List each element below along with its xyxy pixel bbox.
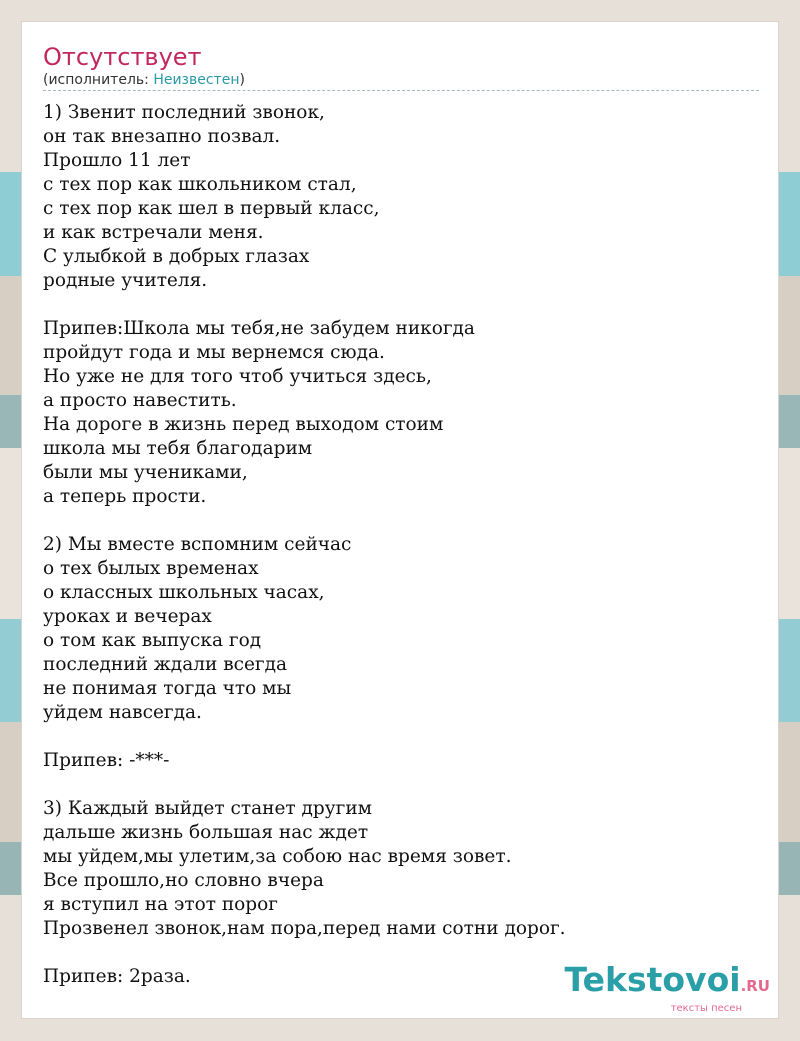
lyric-line: Прозвенел звонок,нам пора,перед нами сотни дорог. bbox=[43, 918, 566, 939]
lyric-line: не понимая тогда что мы bbox=[43, 678, 292, 699]
lyric-line: он так внезапно позвал. bbox=[43, 126, 281, 147]
lyrics-text bbox=[43, 101, 566, 989]
stanza-break bbox=[43, 509, 566, 533]
lyric-line: 3) Каждый выйдет станет другим bbox=[43, 798, 373, 819]
lyric-line: 1) Звенит последний звонок, bbox=[43, 102, 325, 123]
logo-name: Tekstovoi bbox=[564, 960, 741, 999]
stanza-break bbox=[43, 293, 566, 317]
lyric-line: мы уйдем,мы улетим,за собою нас время зовет. bbox=[43, 846, 512, 867]
lyric-line: уйдем навсегда. bbox=[43, 702, 202, 723]
artist-prefix: (исполнитель: bbox=[43, 72, 154, 88]
lyrics-card bbox=[21, 21, 779, 1019]
logo-wordmark bbox=[564, 960, 770, 1003]
lyric-line: уроках и вечерах bbox=[43, 606, 212, 627]
lyric-line: Но уже не для того чтоб учиться здесь, bbox=[43, 366, 432, 387]
song-title: Отсутствует bbox=[43, 43, 202, 71]
lyric-line: а теперь прости. bbox=[43, 486, 207, 507]
logo-tagline: тексты песен bbox=[670, 1003, 742, 1014]
lyric-line: 2) Мы вместе вспомним сейчас bbox=[43, 534, 352, 555]
lyric-line: дальше жизнь большая нас ждет bbox=[43, 822, 369, 843]
lyric-line: с тех пор как школьником стал, bbox=[43, 174, 357, 195]
lyric-line: последний ждали всегда bbox=[43, 654, 288, 675]
lyric-line: Припев: -***- bbox=[43, 750, 170, 771]
lyric-line: с тех пор как шел в первый класс, bbox=[43, 198, 380, 219]
lyric-line: Все прошло,но словно вчера bbox=[43, 870, 324, 891]
artist-link[interactable]: Неизвестен bbox=[153, 72, 240, 88]
lyric-line: С улыбкой в добрых глазах bbox=[43, 246, 310, 267]
stanza-break bbox=[43, 773, 566, 797]
lyric-line: были мы учениками, bbox=[43, 462, 248, 483]
lyric-line: Припев:Школа мы тебя,не забудем никогда bbox=[43, 318, 475, 339]
lyric-line: о том как выпуска год bbox=[43, 630, 262, 651]
lyric-line: Припев: 2раза. bbox=[43, 966, 191, 987]
lyric-line: родные учителя. bbox=[43, 270, 208, 291]
title-divider bbox=[43, 90, 759, 91]
site-logo[interactable] bbox=[564, 960, 770, 1014]
lyric-line: Прошло 11 лет bbox=[43, 150, 191, 171]
lyric-line: я вступил на этот порог bbox=[43, 894, 278, 915]
artist-line bbox=[43, 71, 245, 89]
stanza-break bbox=[43, 725, 566, 749]
lyric-line: о тех былых временах bbox=[43, 558, 259, 579]
logo-tld: .RU bbox=[740, 977, 770, 995]
lyric-line: пройдут года и мы вернемся сюда. bbox=[43, 342, 385, 363]
lyric-line: школа мы тебя благодарим bbox=[43, 438, 313, 459]
lyric-line: На дороге в жизнь перед выходом стоим bbox=[43, 414, 444, 435]
lyric-line: и как встречали меня. bbox=[43, 222, 264, 243]
lyric-line: о классных школьных часах, bbox=[43, 582, 325, 603]
stanza-break bbox=[43, 941, 566, 965]
lyric-line: а просто навестить. bbox=[43, 390, 237, 411]
artist-suffix: ) bbox=[239, 72, 245, 88]
